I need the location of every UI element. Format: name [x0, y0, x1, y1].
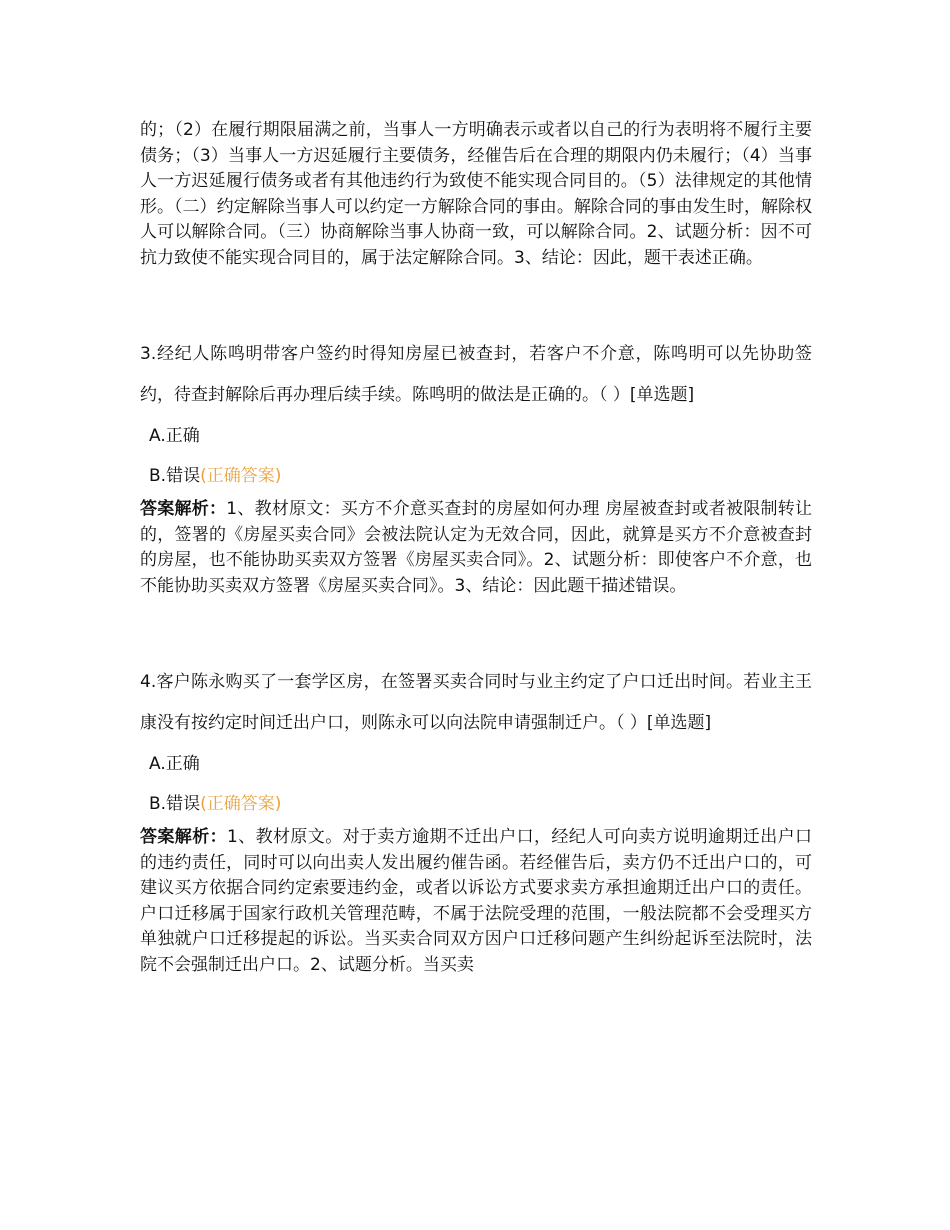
- document-page: [140, 118, 812, 978]
- correct-answer-tag: (正确答案): [200, 466, 282, 486]
- analysis-text: 1、教材原文。对于卖方逾期不迁出户口，经纪人可向卖方说明逾期迁出户口的违约责任，同时可以向出卖人发出履约催告函。若经催告后，卖方仍不迁出户口的，可建议买方依据合同约定索要违约金，或者以诉讼方式要求卖方承担逾期迁出户口的责任。户口迁移属于国家行政机关管理范畴，不属于法院受理的范围，一般法院都不会受理买方单独就户口迁移提起的诉讼。当买卖合同双方因户口迁移问题产生纠纷起诉至法院时，法院不会强制迁出户口。2、试题分析。当买卖: [140, 827, 812, 975]
- option-b-label: B.错误: [149, 466, 201, 486]
- analysis-text: 1、教材原文：买方不介意买查封的房屋如何办理 房屋被查封或者被限制转让的，签署的《房屋买卖合同》会被法院认定为无效合同，因此，就算是买方不介意被查封的房屋，也不能协助买卖双方签署《房屋买卖合同》。2、试题分析：即使客户不介意，也不能协助买卖双方签署《房屋买卖合同》。3、结论：因此题干描述错误。: [140, 499, 813, 596]
- option-b[interactable]: [140, 464, 812, 488]
- analysis-label: 答案解析：: [140, 827, 227, 847]
- answer-analysis: [140, 497, 812, 599]
- option-a[interactable]: [140, 424, 812, 448]
- correct-answer-tag: (正确答案): [200, 794, 282, 814]
- intro-paragraph: 的；（2）在履行期限届满之前，当事人一方明确表示或者以自己的行为表明将不履行主要债务；（3）当事人一方迟延履行主要债务，经催告后在合理的期限内仍未履行；（4）当事人一方迟延履行债务或者有其他违约行为致使不能实现合同目的。（5）法律规定的其他情形。（二）约定解除当事人可以约定一方解除合同的事由。解除合同的事由发生时，解除权人可以解除合同。（三）协商解除当事人协商一致，可以解除合同。2、试题分析：因不可抗力致使不能实现合同目的，属于法定解除合同。3、结论：因此，题干表述正确。: [140, 120, 812, 268]
- answer-analysis: [140, 825, 812, 978]
- option-a[interactable]: [140, 752, 812, 776]
- question-4: [140, 662, 812, 978]
- option-b-label: B.错误: [149, 794, 201, 814]
- question-text: 4.客户陈永购买了一套学区房，在签署买卖合同时与业主约定了户口迁出时间。若业主王康没有按约定时间迁出户口，则陈永可以向法院申请强制迁户。（ ）[单选题]: [140, 672, 812, 733]
- question-3: [140, 334, 812, 599]
- option-b[interactable]: [140, 792, 812, 816]
- option-a-label: A.正确: [149, 426, 200, 446]
- question-text: 3.经纪人陈鸣明带客户签约时得知房屋已被查封，若客户不介意，陈鸣明可以先协助签约，待查封解除后再办理后续手续。陈鸣明的做法是正确的。（ ）[单选题]: [140, 344, 812, 405]
- option-a-label: A.正确: [149, 754, 200, 774]
- analysis-label: 答案解析：: [140, 499, 227, 519]
